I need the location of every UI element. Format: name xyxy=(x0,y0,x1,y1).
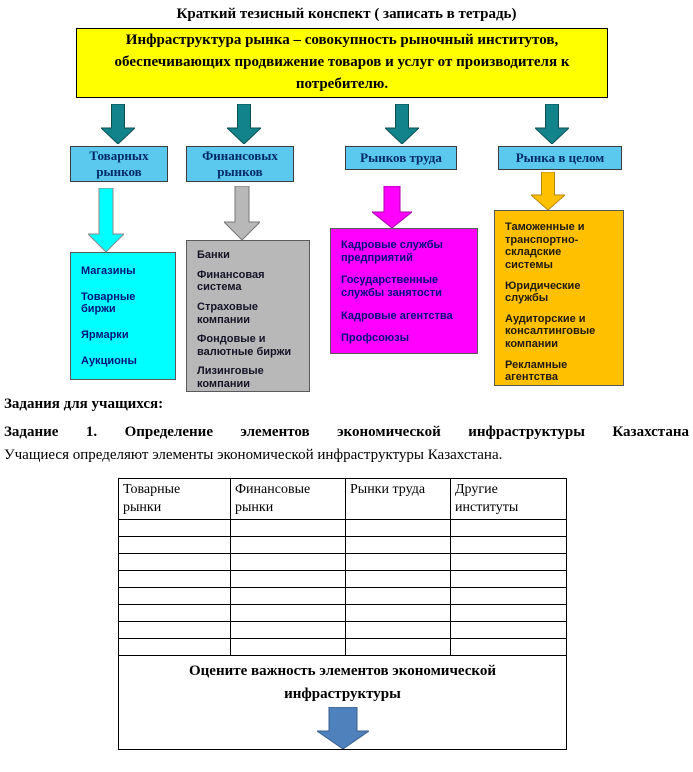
financial-markets-elements xyxy=(186,240,310,392)
branch-labor-markets xyxy=(345,146,457,170)
task1-description: Учащиеся определяют элементы экономической инфраструктуры Казахстана. xyxy=(4,447,503,463)
bottom-arrow-icon xyxy=(174,707,511,749)
table-header-cell: Товарные рынки xyxy=(119,479,231,520)
table-footer-text: Оцените важность элементов экономической инфраструктуры xyxy=(189,663,496,702)
list-item: Аудиторские и консалтинговые компании xyxy=(505,312,596,351)
list-item: Фондовые и валютные биржи xyxy=(197,333,292,358)
list-item: Аукционы xyxy=(81,354,137,367)
list-item: Банки xyxy=(197,249,230,261)
branch-label: Товарных рынков xyxy=(89,147,149,179)
labor-markets-elements xyxy=(330,228,478,354)
table-empty-row xyxy=(119,571,567,588)
assignment-table xyxy=(118,478,567,750)
table-empty-row xyxy=(119,605,567,622)
table-empty-row xyxy=(119,520,567,537)
branch-label: Рынка в целом xyxy=(515,149,605,165)
page-title: Краткий тезисный конспект ( записать в тетрадь) xyxy=(176,6,517,22)
list-item: Кадровые агентства xyxy=(341,309,453,322)
branch-goods-markets xyxy=(70,146,168,182)
list-item: Профсоюзы xyxy=(341,332,410,345)
table-footer-cell xyxy=(119,656,567,750)
list-item: Государственные службы занятости xyxy=(341,274,442,299)
branch-label: Финансовых рынков xyxy=(202,147,278,179)
list-item: Рекламные агентства xyxy=(505,358,568,384)
list-item: Лизинговые компании xyxy=(197,365,264,391)
table-empty-row xyxy=(119,554,567,571)
task1-title: Определение элементов экономической инфраструктуры Казахстана xyxy=(124,424,690,440)
down-arrow-labor-icon xyxy=(385,104,419,144)
branch-financial-markets xyxy=(186,146,294,182)
definition-text: Инфраструктура рынка – совокупность рыночный институтов, обеспечивающих продвижение товаров и услуг от производителя к потребителю. xyxy=(114,32,570,92)
gray-down-arrow-icon xyxy=(224,186,260,240)
list-item: Страховые компании xyxy=(197,300,259,326)
down-arrow-goods-icon xyxy=(101,104,135,144)
table-header-row xyxy=(119,479,567,520)
branch-label: Рынков труда xyxy=(360,149,442,165)
table-empty-row xyxy=(119,639,567,656)
definition-box xyxy=(76,28,608,98)
list-item: Магазины xyxy=(81,265,136,277)
table-empty-row xyxy=(119,588,567,605)
task1-label: Задание 1. xyxy=(4,424,98,440)
branch-market-overall xyxy=(498,146,622,170)
table-header-cell: Другие институты xyxy=(451,479,567,520)
market-overall-elements xyxy=(494,210,624,386)
task1-title-line xyxy=(4,424,689,441)
orange-down-arrow-icon xyxy=(531,172,565,210)
list-item: Ярмарки xyxy=(81,328,129,341)
table-header-cell: Рынки труда xyxy=(346,479,451,520)
tasks-heading: Задания для учащихся: xyxy=(4,396,164,412)
list-item: Юридические службы xyxy=(505,279,581,305)
table-header-cell: Финансовые рынки xyxy=(231,479,346,520)
list-item: Финансовая система xyxy=(197,268,265,294)
table-footer-row xyxy=(119,656,567,750)
list-item: Таможенные и транспортно-складские системы xyxy=(505,221,585,271)
list-item: Товарные биржи xyxy=(81,290,136,316)
down-arrow-overall-icon xyxy=(535,104,569,144)
list-item: Кадровые службы предприятий xyxy=(341,239,443,264)
down-arrow-finance-icon xyxy=(227,104,261,144)
cyan-down-arrow-icon xyxy=(88,188,124,252)
table-empty-row xyxy=(119,622,567,639)
goods-markets-elements xyxy=(70,252,176,380)
magenta-down-arrow-icon xyxy=(372,186,412,228)
table-empty-row xyxy=(119,537,567,554)
